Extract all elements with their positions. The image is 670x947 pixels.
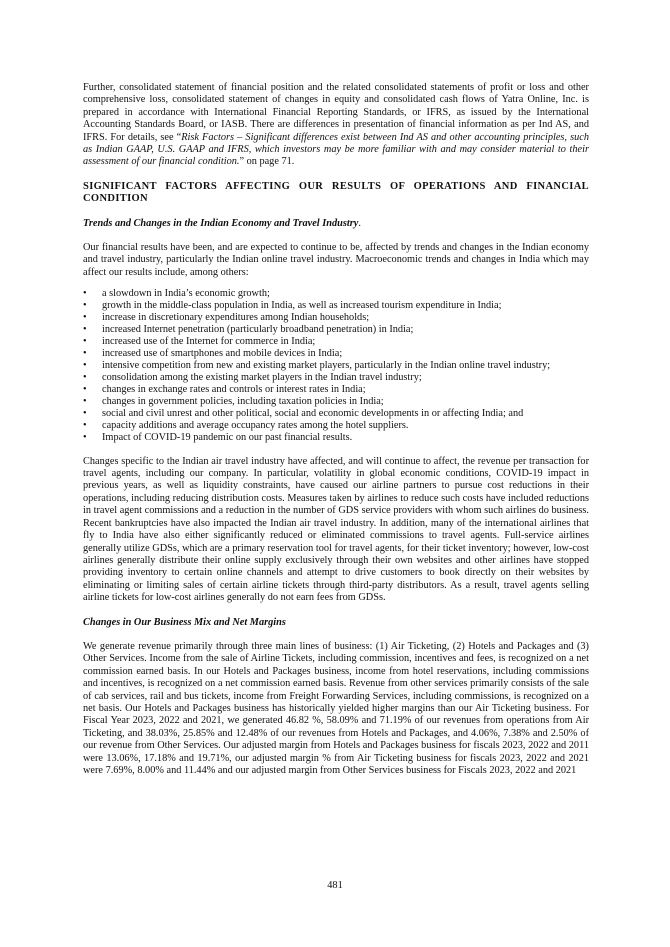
list-item-text: increased Internet penetration (particularly broadband penetration) in India;: [102, 324, 414, 336]
bullet-glyph: •: [83, 383, 87, 395]
list-item: [83, 324, 589, 336]
list-item-text: changes in government policies, including taxation policies in India;: [102, 395, 384, 407]
list-item-text: increase in discretionary expenditures among Indian households;: [102, 312, 370, 324]
list-item: [83, 360, 589, 372]
list-item: [83, 288, 589, 300]
business-mix-paragraph: We generate revenue primarily through three main lines of business: (1) Air Ticketing, (2) Hotels and Packages and (3) Other Services. Income from the sale of Airline Tickets, including commission, incentives and fees, is recognized on a net commission earned basis. In our Hotels and Packages business, income from hotel reservations, including commissions and incentives, is recognized on a net commission earned basis. Revenue from other services primarily consists of the sale of cab services, rail and bus tickets, income from Freight Forwarding Services, including commissions, is recognized on a net basis. Our Hotels and Packages business has historically yielded higher margins than our Air Ticketing business. For Fiscal Year 2023, 2022 and 2021, we generated 46.82 %, 58.09% and 71.19% of our revenues from operations from Air Ticketing, and 38.03%, 25.85% and 12.48% of our revenues from Hotels and Packages, and 4.06%, 7.38% and 2.50% of our revenue from Other Services. Our adjusted margin from Hotels and Packages business for fiscals 2023, 2022 and 2011 were 13.06%, 17.18% and 19.71%, our adjusted margin % from Air Ticketing business for fiscals 2023, 2022 and 2021 were 7.69%, 8.00% and 11.44% and our adjusted margin from Other Services business for Fiscals 2023, 2022 and 2021: [83, 640, 589, 777]
bullet-glyph: •: [83, 312, 87, 324]
bullet-glyph: •: [83, 324, 87, 336]
list-item: [83, 300, 589, 312]
list-item-text: capacity additions and average occupancy rates among the hotel suppliers.: [102, 419, 409, 431]
bullet-glyph: •: [83, 348, 87, 360]
subsection-heading-trends-text: Trends and Changes in the Indian Economy and Travel Industry: [83, 217, 359, 229]
list-item-text: changes in exchange rates and controls or interest rates in India;: [102, 383, 366, 395]
list-item: [83, 396, 589, 408]
list-item: [83, 372, 589, 384]
bullet-glyph: •: [83, 395, 87, 407]
list-item-text: growth in the middle-class population in India, as well as increased tourism expenditure in India;: [102, 300, 502, 312]
bullet-glyph: •: [83, 336, 87, 348]
page-number: 481: [327, 880, 343, 891]
list-item-text: increased use of smartphones and mobile devices in India;: [102, 348, 343, 360]
bullet-glyph: •: [83, 288, 87, 300]
list-item: [83, 312, 589, 324]
list-item: [83, 384, 589, 396]
list-item: [83, 408, 589, 420]
list-item-text: increased use of the Internet for commerce in India;: [102, 336, 316, 348]
trends-paragraph: Our financial results have been, and are expected to continue to be, affected by trends and changes in the Indian economy and travel industry, particularly the Indian online travel industry. Macroeconomic trends and changes in India which may affect our results include, among others:: [83, 242, 589, 278]
subsection-heading-trends-period: .: [358, 217, 361, 229]
risk-factor-reference: Risk Factors – Significant differences exist between Ind AS and other accounting principles, such as Indian GAAP, U.S. GAAP and IFRS, which investors may be more familiar with and may consider material to their assessment of our financial condition.: [83, 131, 589, 168]
list-item: [83, 432, 589, 444]
bullet-glyph: •: [83, 431, 87, 443]
bullet-glyph: •: [83, 371, 87, 383]
list-item-text: intensive competition from new and existing market players, particularly in the Indian online travel industry;: [102, 360, 551, 371]
list-item: [83, 336, 589, 348]
subsection-heading-trends: [83, 218, 589, 230]
bullet-glyph: •: [83, 419, 87, 431]
section-heading: SIGNIFICANT FACTORS AFFECTING OUR RESULTS OF OPERATIONS AND FINANCIAL CONDITION: [83, 180, 589, 205]
bullet-glyph: •: [83, 300, 87, 312]
list-item-text: social and civil unrest and other political, social and economic developments in or affecting India; and: [102, 407, 524, 419]
list-item-text: a slowdown in India’s economic growth;: [102, 288, 270, 300]
document-page: [83, 82, 589, 777]
macro-trends-list: [83, 288, 589, 443]
subsection-heading-business-mix: Changes in Our Business Mix and Net Margins: [83, 616, 286, 628]
list-item-text: consolidation among the existing market players in the Indian travel industry;: [102, 371, 422, 383]
list-item: [83, 348, 589, 360]
bullet-glyph: •: [83, 407, 87, 419]
bullet-glyph: •: [83, 360, 87, 371]
air-travel-paragraph: Changes specific to the Indian air travel industry have affected, and will continue to affect, the revenue per transaction for travel agents, including our company. In particular, volatility in global economic conditions, COVID-19 impact in previous years, as well as liquidity constraints, have caused our airline partners to pursue cost reductions in their operations, including reducing distribution costs. Measures taken by airlines to reduce such costs have included reductions in travel agent commissions and a reduction in the number of GDS service providers with whom such airlines do business. Recent bankruptcies have also impacted the Indian air travel industry. In addition, many of the international airlines that fly to India have also either significantly reduced or eliminated commissions to travel agents. Full-service airlines generally utilize GDSs, which are a primary reservation tool for travel agents, for their ticket inventory; however, low-cost airlines generally distribute their online supply exclusively through their own websites and other airlines have stopped providing inventory to certain online channels and attempt to drive customers to book directly on their websites by eliminating or limiting sales of certain airline tickets through third-party distributors. As a result, travel agents selling airline tickets for low-cost airlines generally do not earn fees from GDSs.: [83, 455, 589, 604]
list-item: [83, 420, 589, 432]
intro-tail: ” on page 71.: [239, 156, 295, 168]
intro-text: Further, consolidated statement of financial position and the related consolidated statements of profit or loss and other comprehensive loss, consolidated statement of changes in equity and consolidated cash flows of Yatra Online, Inc. is prepared in accordance with International Financial Reporting Standards, or IFRS, as issued by the International Accounting Standards Board, or IASB. There are differences in presentation of financial information as per Ind AS, and IFRS. For details, see “: [83, 82, 589, 143]
intro-paragraph: [83, 82, 589, 169]
list-item-text: Impact of COVID-19 pandemic on our past financial results.: [102, 431, 353, 443]
